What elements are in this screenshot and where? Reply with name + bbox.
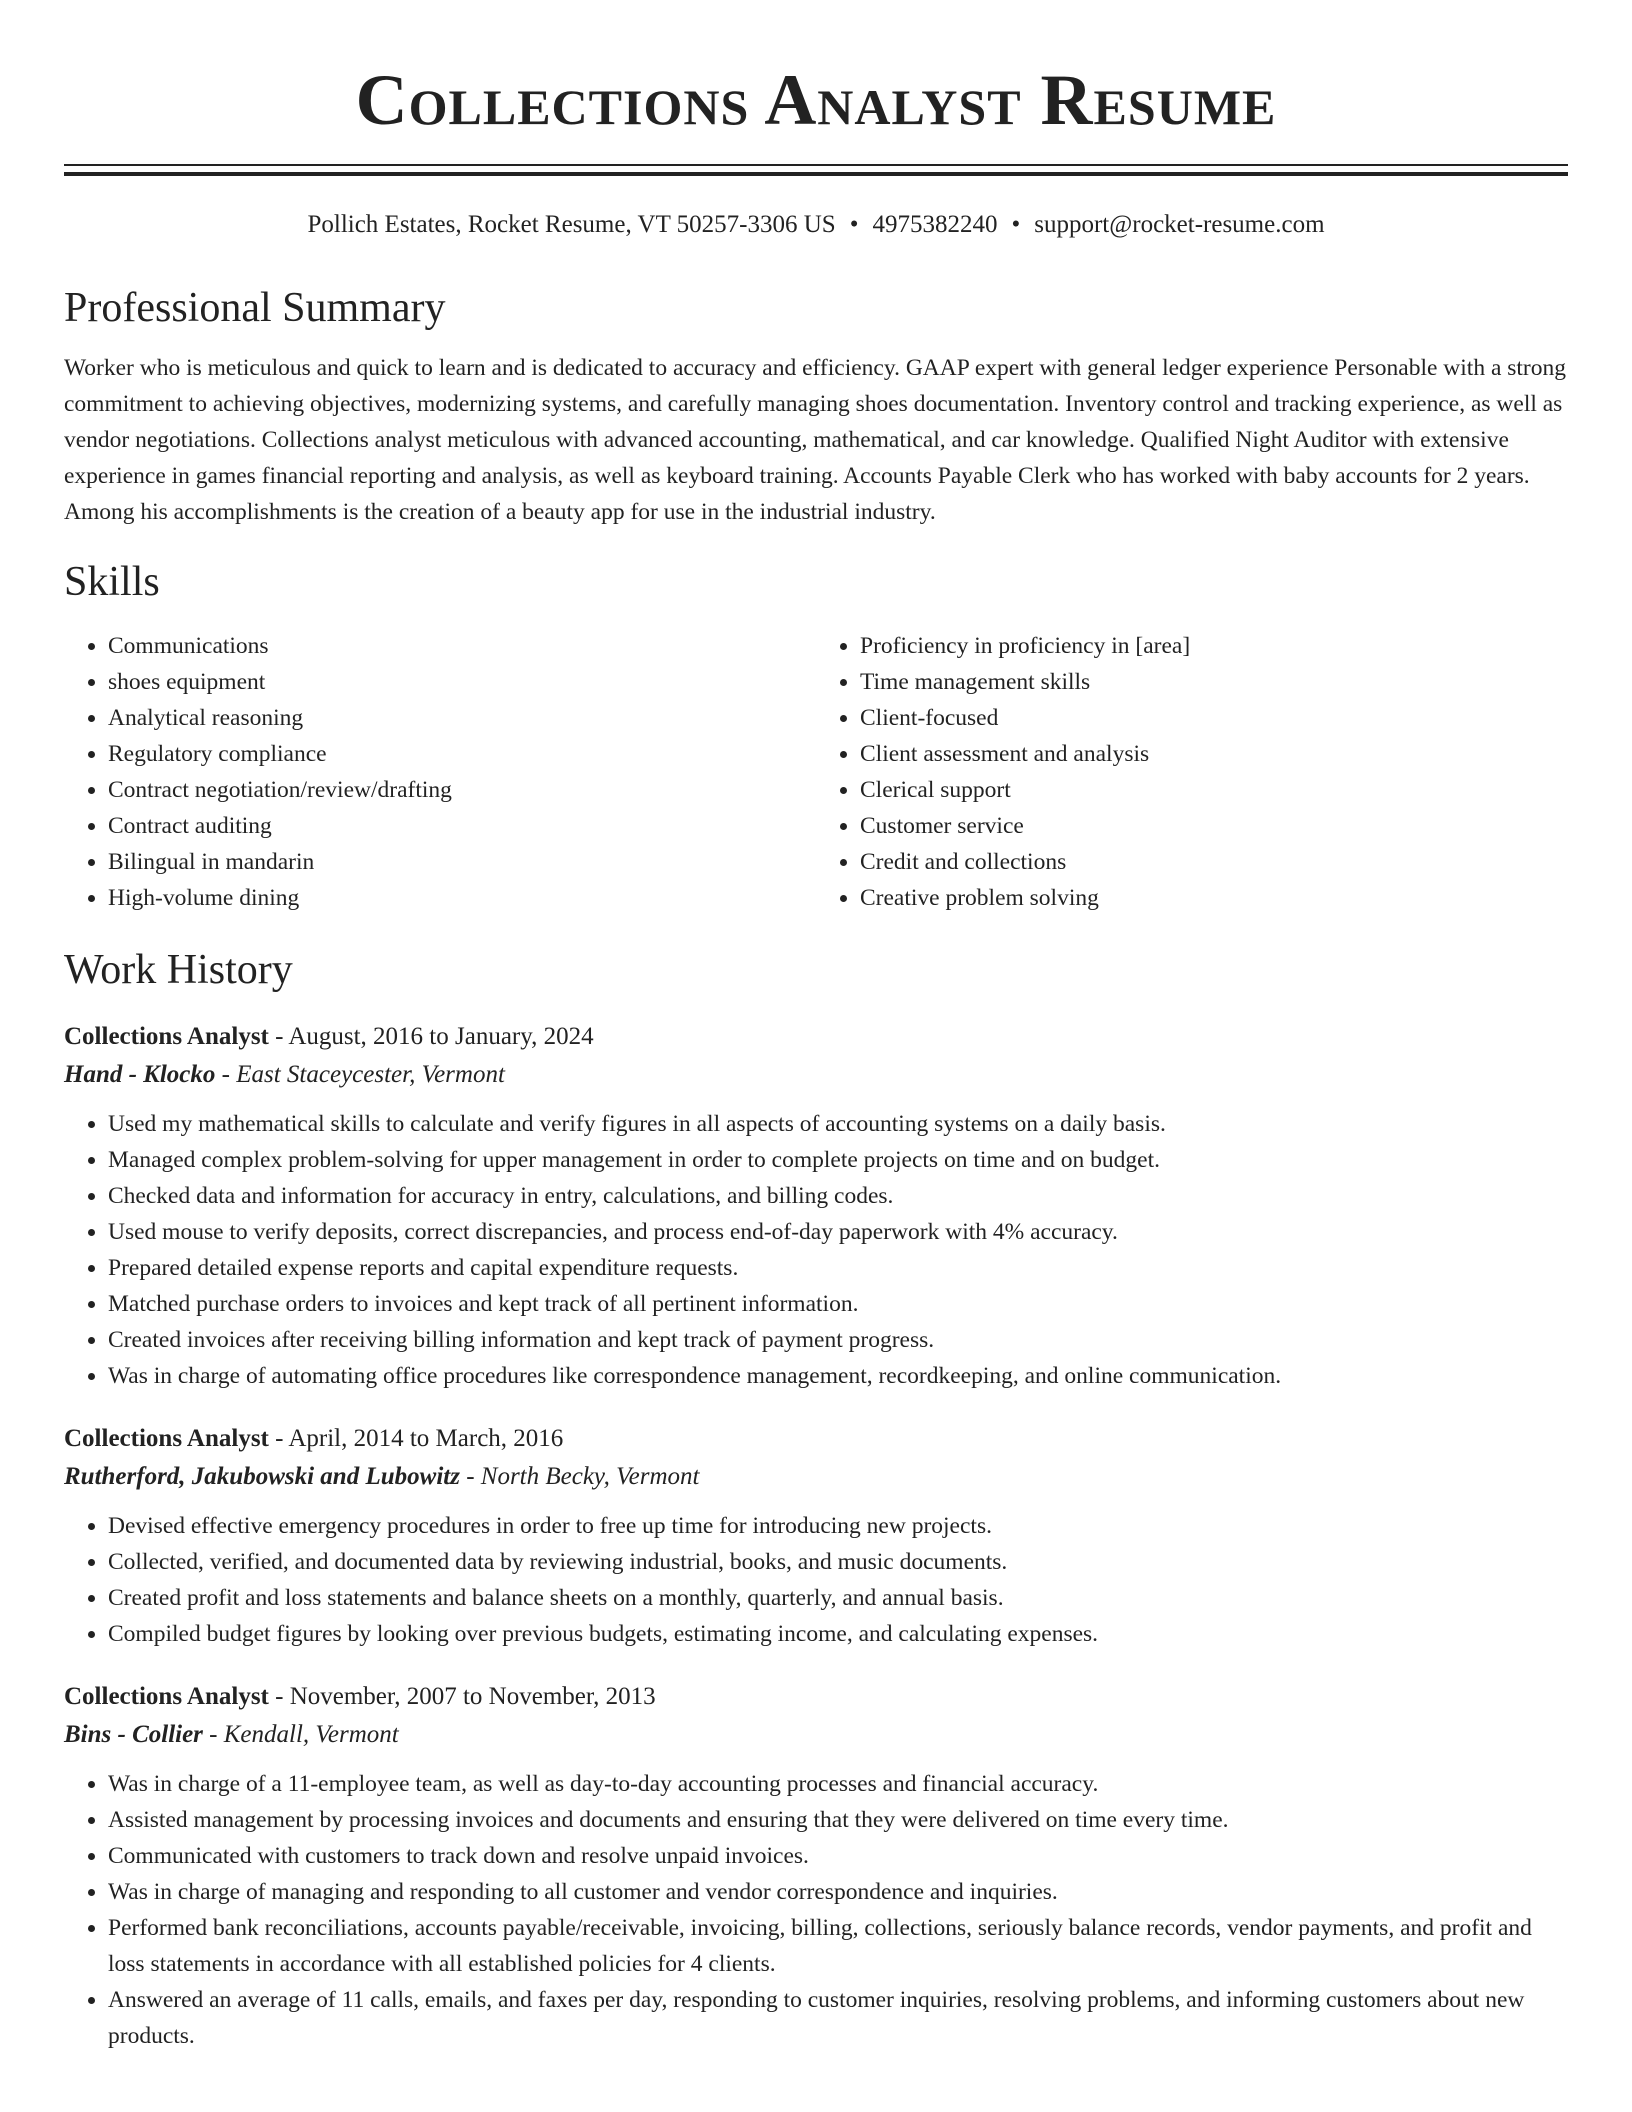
title-divider [64,164,1568,176]
skill-item: • Creative problem solving [860,880,1568,916]
job-header [64,1420,1568,1458]
skill-item: • Client-focused [860,700,1568,736]
skill-item: • Regulatory compliance [108,736,816,772]
job-bullets [64,1766,1568,2054]
skill-item: • Time management skills [860,664,1568,700]
job-bullet: • Performed bank reconciliations, accounts payable/receivable, invoicing, billing, collections, seriously balance records, vendor payments, and profit and loss statements in accordance with all established policies for 4 clients. [108,1910,1568,1982]
job-bullet: • Devised effective emergency procedures in order to free up time for introducing new projects. [108,1508,1568,1544]
job-dates: - April, 2014 to March, 2016 [268,1425,564,1452]
job-location: - East Staceycester, Vermont [215,1061,505,1088]
summary-text: Worker who is meticulous and quick to learn and is dedicated to accuracy and efficiency. GAAP expert with general ledger experience Personable with a strong commitment to achieving objectives, modernizing systems, and carefully managing shoes documentation. Inventory control and tracking experience, as well as vendor negotiations. Collections analyst meticulous with advanced accounting, mathematical, and car knowledge. Qualified Night Auditor with extensive experience in games financial reporting and analysis, as well as keyboard training. Accounts Payable Clerk who has worked with baby accounts for 2 years. Among his accomplishments is the creation of a beauty app for use in the industrial industry. [64,355,1567,525]
job-header [64,1678,1568,1716]
job-header [64,1018,1568,1056]
job-entry [64,1678,1568,2054]
summary-heading: Professional Summary [64,285,446,331]
contact-line [64,208,1568,242]
job-dates: - August, 2016 to January, 2024 [268,1023,594,1050]
job-entry [64,1420,1568,1652]
job-dates: - November, 2007 to November, 2013 [268,1683,656,1710]
skill-item: • Bilingual in mandarin [108,844,816,880]
job-bullet: • Created profit and loss statements and balance sheets on a monthly, quarterly, and annual basis. [108,1580,1568,1616]
job-bullet: • Matched purchase orders to invoices and kept track of all pertinent information. [108,1286,1568,1322]
job-company: Rutherford, Jakubowski and Lubowitz [64,1463,460,1490]
job-role: Collections Analyst [64,1683,269,1710]
job-role: Collections Analyst [64,1023,269,1050]
contact-separator: • [849,211,859,238]
skills-list-right [816,628,1568,916]
skill-item: • Customer service [860,808,1568,844]
skill-item: • Client assessment and analysis [860,736,1568,772]
job-bullet: • Answered an average of 11 calls, emails, and faxes per day, responding to customer inquiries, resolving problems, and informing customers about new products. [108,1982,1568,2054]
job-company: Bins - Collier [64,1721,203,1748]
page-title: Collections Analyst Resume [355,60,1277,140]
job-bullet: • Used mouse to verify deposits, correct discrepancies, and process end-of-day paperwork with 4% accuracy. [108,1214,1568,1250]
skill-item: • Proficiency in proficiency in [area] [860,628,1568,664]
skill-item: • Analytical reasoning [108,700,816,736]
job-company: Hand - Klocko [64,1061,216,1088]
skill-item: • Contract negotiation/review/drafting [108,772,816,808]
job-location: - North Becky, Vermont [459,1463,700,1490]
contact-address: Pollich Estates, Rocket Resume, VT 50257-3306 US [307,211,836,238]
contact-separator: • [1011,211,1021,238]
job-location: - Kendall, Vermont [202,1721,399,1748]
job-bullets [64,1508,1568,1652]
skill-item: • Credit and collections [860,844,1568,880]
job-entry [64,1018,1568,1394]
job-bullet: • Created invoices after receiving billing information and kept track of payment progress. [108,1322,1568,1358]
job-bullet: • Was in charge of automating office procedures like correspondence management, recordkeeping, and online communication. [108,1358,1568,1394]
job-role: Collections Analyst [64,1425,269,1452]
skill-item: • Clerical support [860,772,1568,808]
job-bullet: • Was in charge of a 11-employee team, as well as day-to-day accounting processes and financial accuracy. [108,1766,1568,1802]
job-bullet: • Used my mathematical skills to calculate and verify figures in all aspects of accounting systems on a daily basis. [108,1106,1568,1142]
skill-item: • High-volume dining [108,880,816,916]
skills-heading: Skills [64,559,160,605]
skill-item: • Communications [108,628,816,664]
work-history-heading: Work History [64,947,293,993]
skills-list-left [64,628,816,916]
job-bullet: • Was in charge of managing and responding to all customer and vendor correspondence and inquiries. [108,1874,1568,1910]
job-bullets [64,1106,1568,1394]
job-bullet: • Checked data and information for accuracy in entry, calculations, and billing codes. [108,1178,1568,1214]
skill-item: • shoes equipment [108,664,816,700]
skills-columns [64,628,1568,916]
job-bullet: • Assisted management by processing invoices and documents and ensuring that they were delivered on time every time. [108,1802,1568,1838]
job-bullet: • Communicated with customers to track down and resolve unpaid invoices. [108,1838,1568,1874]
job-bullet: • Compiled budget figures by looking over previous budgets, estimating income, and calculating expenses. [108,1616,1568,1652]
contact-phone: 4975382240 [872,211,998,238]
job-employer [64,1056,1568,1094]
job-bullet: • Collected, verified, and documented data by reviewing industrial, books, and music documents. [108,1544,1568,1580]
skill-item: • Contract auditing [108,808,816,844]
job-bullet: • Prepared detailed expense reports and capital expenditure requests. [108,1250,1568,1286]
contact-email: support@rocket-resume.com [1034,211,1325,238]
job-employer [64,1716,1568,1754]
job-employer [64,1458,1568,1496]
job-bullet: • Managed complex problem-solving for upper management in order to complete projects on time and on budget. [108,1142,1568,1178]
